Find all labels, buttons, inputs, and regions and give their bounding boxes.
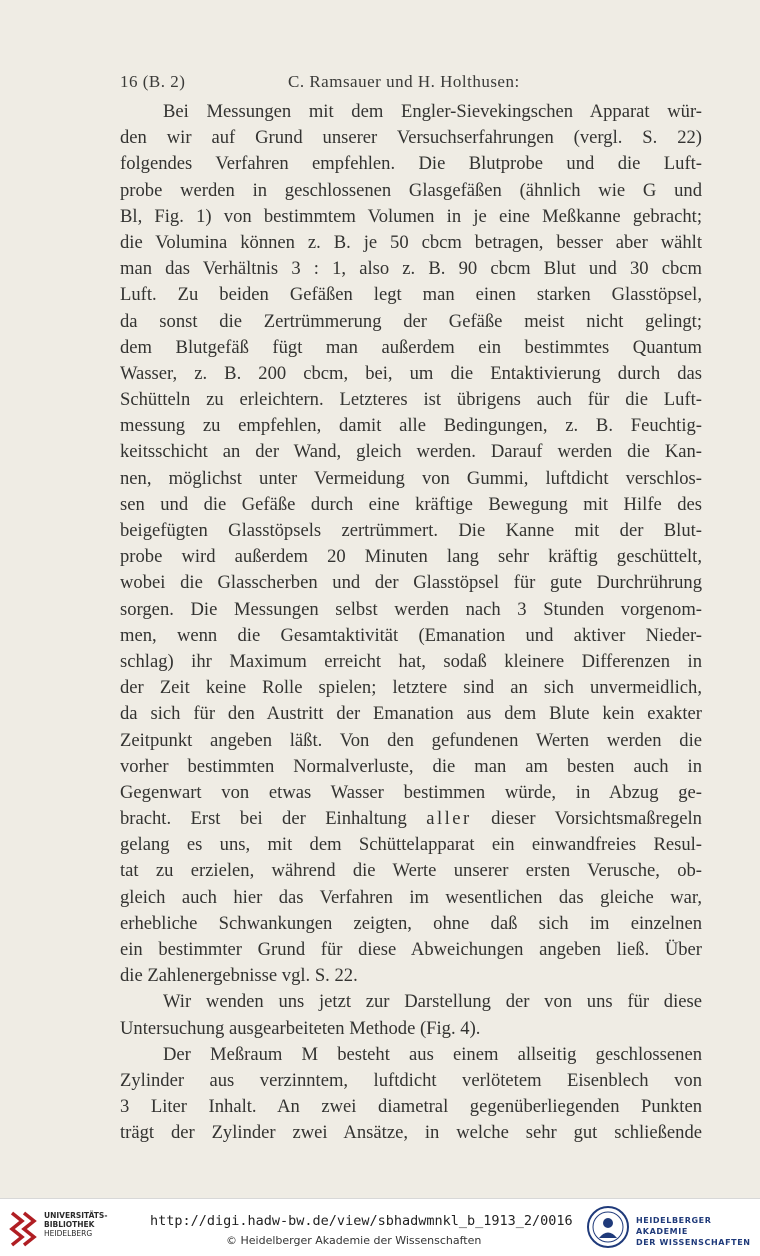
text-line: beigefügten Glasstöpsels zertrümmert. Die Kanne mit der Blut- (120, 520, 702, 541)
text-line: ein bestimmter Grund für diese Abweichungen angeben ließ. Über (120, 939, 702, 960)
text-line: man das Verhältnis 3 : 1, also z. B. 90 cbcm Blut und 30 cbcm (120, 258, 702, 280)
text-segment: bracht. Erst bei der Einhaltung (120, 808, 407, 830)
text-line: den wir auf Grund unserer Versuchserfahrungen (vergl. S. 22) (120, 127, 702, 149)
text-segment: dieser Vorsichtsmaßregeln (491, 808, 702, 830)
text-line: tat zu erzielen, während die Werte unserer ersten Verusche, ob- (120, 860, 702, 882)
library-name-line: UNIVERSITÄTS- (44, 1211, 108, 1220)
text-line: der Zeit keine Rolle spielen; letztere sind an sich unvermeidlich, (120, 677, 702, 699)
text-line: folgendes Verfahren empfehlen. Die Blutprobe und die Luft- (120, 153, 702, 175)
text-line: da sonst die Zertrümmerung der Gefäße meist nicht gelingt; (120, 310, 702, 332)
header-authors: C. Ramsauer und H. Holthusen: (288, 72, 520, 91)
text-line: wobei die Glasscherben und der Glasstöpsel für gute Durchrührung (120, 572, 702, 594)
text-line: sen und die Gefäße durch eine kräftige Bewegung mit Hilfe des (120, 493, 702, 515)
text-line: Schütteln zu erleichtern. Letzteres ist übrigens auch für die Luft- (120, 389, 702, 411)
text-line: messung zu empfehlen, damit alle Bedingungen, z. B. Feuchtig- (120, 415, 702, 437)
text-line: 3 Liter Inhalt. An zwei diametral gegenüberliegenden Punkten (120, 1096, 702, 1118)
text-line (120, 806, 702, 832)
university-library-logo-icon (8, 1207, 38, 1249)
academy-name-line: HEIDELBERGER AKADEMIE (636, 1216, 712, 1236)
text-line: Wasser, z. B. 200 cbcm, bei, um die Entaktivierung durch das (120, 362, 702, 384)
permalink-url[interactable]: http://digi.hadw-bw.de/view/sbhadwmnkl_b_1913_2/0016 (150, 1213, 573, 1229)
text-line: Gegenwart von etwas Wasser bestimmen würde, in Abzug ge- (120, 781, 702, 803)
text-line: Zylinder aus verzinntem, luftdicht verlötetem Eisenblech von (120, 1069, 702, 1091)
library-name-line: HEIDELBERG (44, 1229, 93, 1238)
text-line: vorher bestimmten Normalverluste, die man am besten auch in (120, 755, 702, 777)
viewer-footer (0, 1198, 760, 1256)
text-line: gleich auch hier das Verfahren im wesentlichen das gleiche war, (120, 886, 702, 908)
text-line: Bl, Fig. 1) von bestimmtem Volumen in je eine Meßkanne gebracht; (120, 205, 702, 227)
text-line: Wir wenden uns jetzt zur Darstellung der von uns für diese (163, 991, 702, 1013)
text-line: trägt der Zylinder zwei Ansätze, in welche sehr gut schließende (120, 1122, 702, 1144)
text-line: keitsschicht an der Wand, gleich werden. Darauf werden die Kan- (120, 441, 702, 463)
spaced-emphasis: aller (426, 808, 472, 830)
text-line: nen, möglichst unter Vermeidung von Gummi, luftdicht verschlos- (120, 467, 702, 489)
academy-name (636, 1215, 760, 1248)
text-line: die Volumina können z. B. je 50 cbcm betragen, besser aber wählt (120, 231, 702, 253)
running-header (120, 72, 700, 96)
page-number: 16 (B. 2) (120, 72, 186, 91)
academy-seal-icon (586, 1205, 630, 1249)
text-line: Untersuchung ausgearbeiteten Methode (Fig. 4). (120, 1017, 481, 1039)
text-line: dem Blutgefäß fügt man außerdem ein bestimmtes Quantum (120, 336, 702, 358)
text-line: probe werden in geschlossenen Glasgefäßen (ähnlich wie G und (120, 179, 702, 201)
copyright-notice: © Heidelberger Akademie der Wissenschaften (226, 1234, 482, 1247)
text-line: da sich für den Austritt der Emanation aus dem Blute kein exakter (120, 703, 702, 725)
library-name-line: BIBLIOTHEK (44, 1220, 95, 1229)
text-line: Bei Messungen mit dem Engler-Sievekingschen Apparat wür- (163, 101, 702, 122)
text-line: men, wenn die Gesamtaktivität (Emanation und aktiver Nieder- (120, 624, 702, 646)
text-line: Luft. Zu beiden Gefäßen legt man einen starken Glasstöpsel, (120, 284, 702, 306)
text-line: sorgen. Die Messungen selbst werden nach 3 Stunden vorgenom- (120, 598, 702, 620)
text-line: Zeitpunkt angeben läßt. Von den gefundenen Werten werden die (120, 729, 702, 751)
text-line: probe wird außerdem 20 Minuten lang sehr kräftig geschüttelt, (120, 546, 702, 568)
text-line: schlag) ihr Maximum erreicht hat, sodaß kleinere Differenzen in (120, 650, 702, 672)
text-line: erhebliche Schwankungen zeigten, ohne daß sich im einzelnen (120, 912, 702, 934)
text-line: Der Meßraum M besteht aus einem allseitig geschlossenen (163, 1043, 702, 1065)
text-line: gelang es uns, mit dem Schüttelapparat ein einwandfreies Resul- (120, 834, 702, 856)
body-text (120, 99, 702, 1147)
academy-name-line: DER WISSENSCHAFTEN (636, 1238, 751, 1247)
text-line: die Zahlenergebnisse vgl. S. 22. (120, 965, 358, 987)
library-name (44, 1211, 134, 1238)
